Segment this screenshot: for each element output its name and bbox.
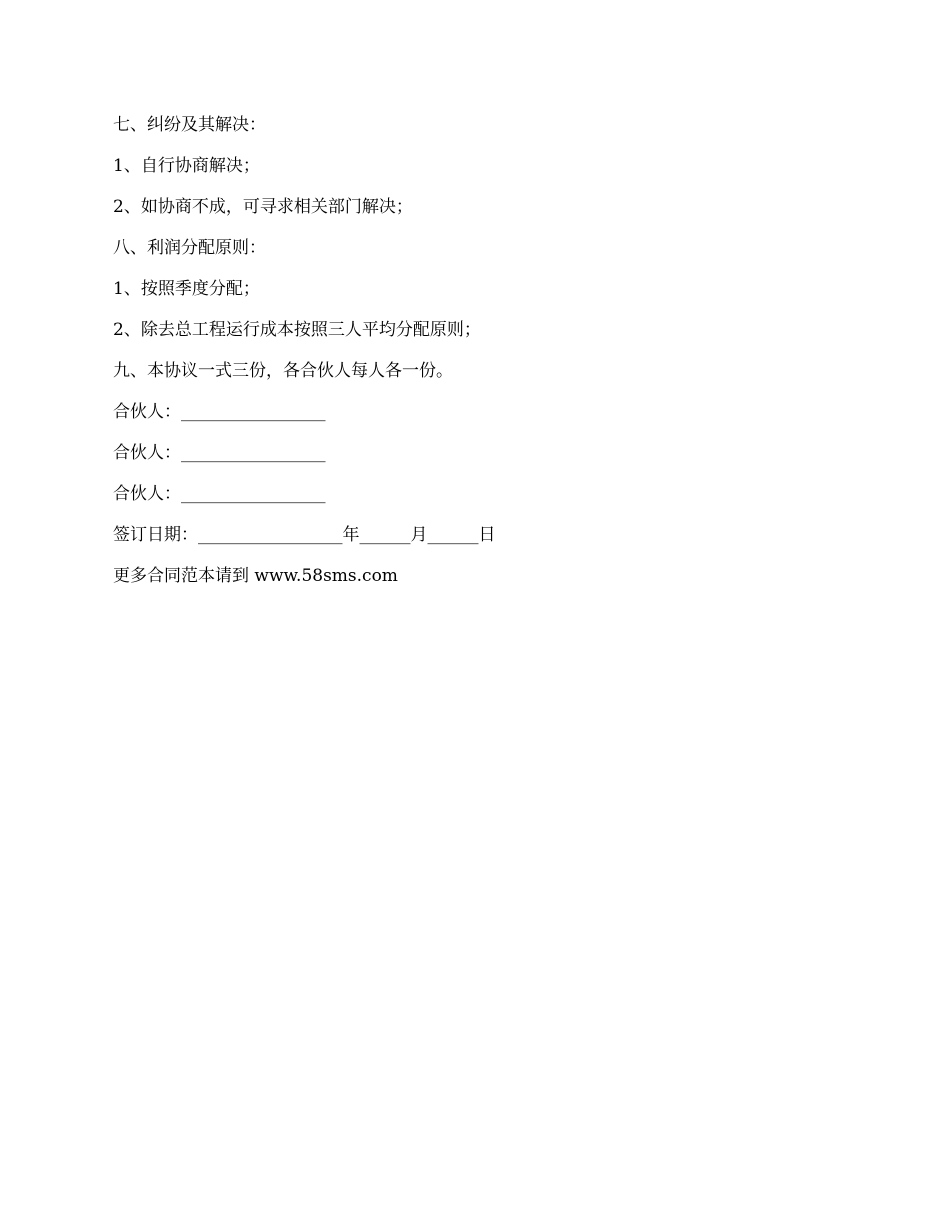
profit-clause-2: 2、除去总工程运行成本按照三人平均分配原则； (113, 320, 481, 340)
signing-date: 签订日期：_________________年______月______日 (113, 525, 496, 545)
dispute-clause-1: 1、自行协商解决； (113, 156, 260, 176)
section-heading-profit: 八、利润分配原则： (113, 238, 266, 258)
dispute-clause-2: 2、如协商不成，可寻求相关部门解决； (113, 197, 413, 217)
partner-signature-3: 合伙人：_________________ (113, 484, 326, 504)
profit-clause-1: 1、按照季度分配； (113, 279, 260, 299)
partner-signature-2: 合伙人：_________________ (113, 443, 326, 463)
partner-signature-1: 合伙人：_________________ (113, 402, 326, 422)
section-copies: 九、本协议一式三份，各合伙人每人各一份。 (113, 361, 453, 381)
document-body (113, 113, 833, 605)
footer-note: 更多合同范本请到 www.58sms.com (113, 566, 398, 586)
section-heading-disputes: 七、纠纷及其解决： (113, 115, 266, 135)
